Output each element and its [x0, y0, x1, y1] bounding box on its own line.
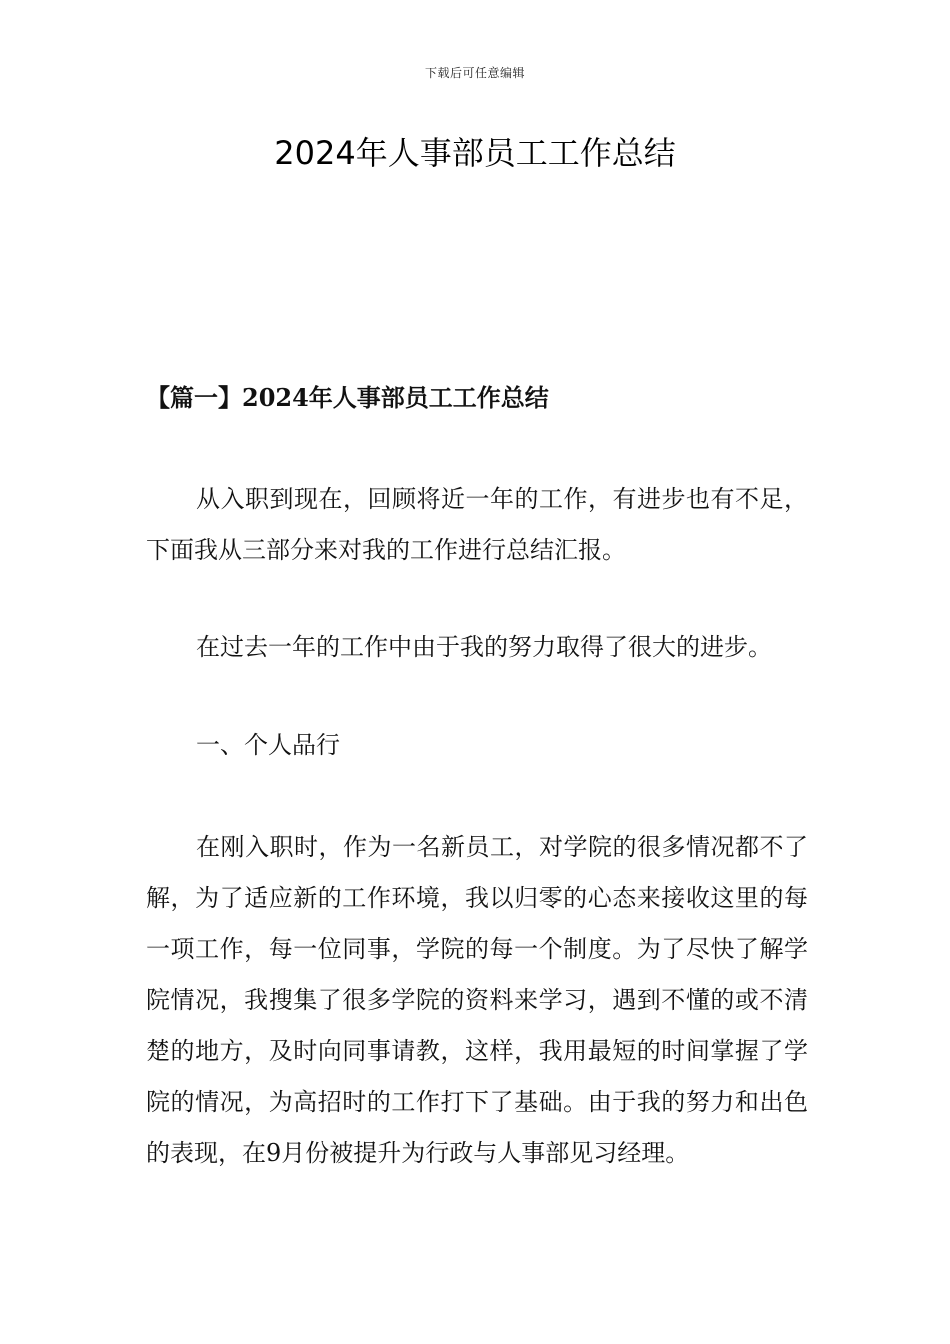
document-title: 2024年人事部员工工作总结 — [274, 134, 676, 172]
subheading-personal-conduct: 一、个人品行 — [196, 731, 340, 759]
section-heading: 【篇一】2024年人事部员工工作总结 — [146, 383, 549, 412]
paragraph-progress: 在过去一年的工作中由于我的努力取得了很大的进步。 — [196, 633, 772, 661]
header-note: 下载后可任意编辑 — [424, 66, 525, 80]
paragraph-intro: 从入职到现在，回顾将近一年的工作，有进步也有不足，下面我从三部分来对我的工作进行总结汇报。 — [146, 485, 808, 564]
paragraph-personal-conduct: 在刚入职时，作为一名新员工，对学院的很多情况都不了解，为了适应新的工作环境，我以归零的心态来接收这里的每一项工作，每一位同事，学院的每一个制度。为了尽快了解学院情况，我搜集了很多学院的资料来学习，遇到不懂的或不清楚的地方，及时向同事请教，这样，我用最短的时间掌握了学院的情况，为高招时的工作打下了基础。由于我的努力和出色的表现，在9月份被提升为行政与人事部见习经理。 — [146, 833, 808, 1167]
